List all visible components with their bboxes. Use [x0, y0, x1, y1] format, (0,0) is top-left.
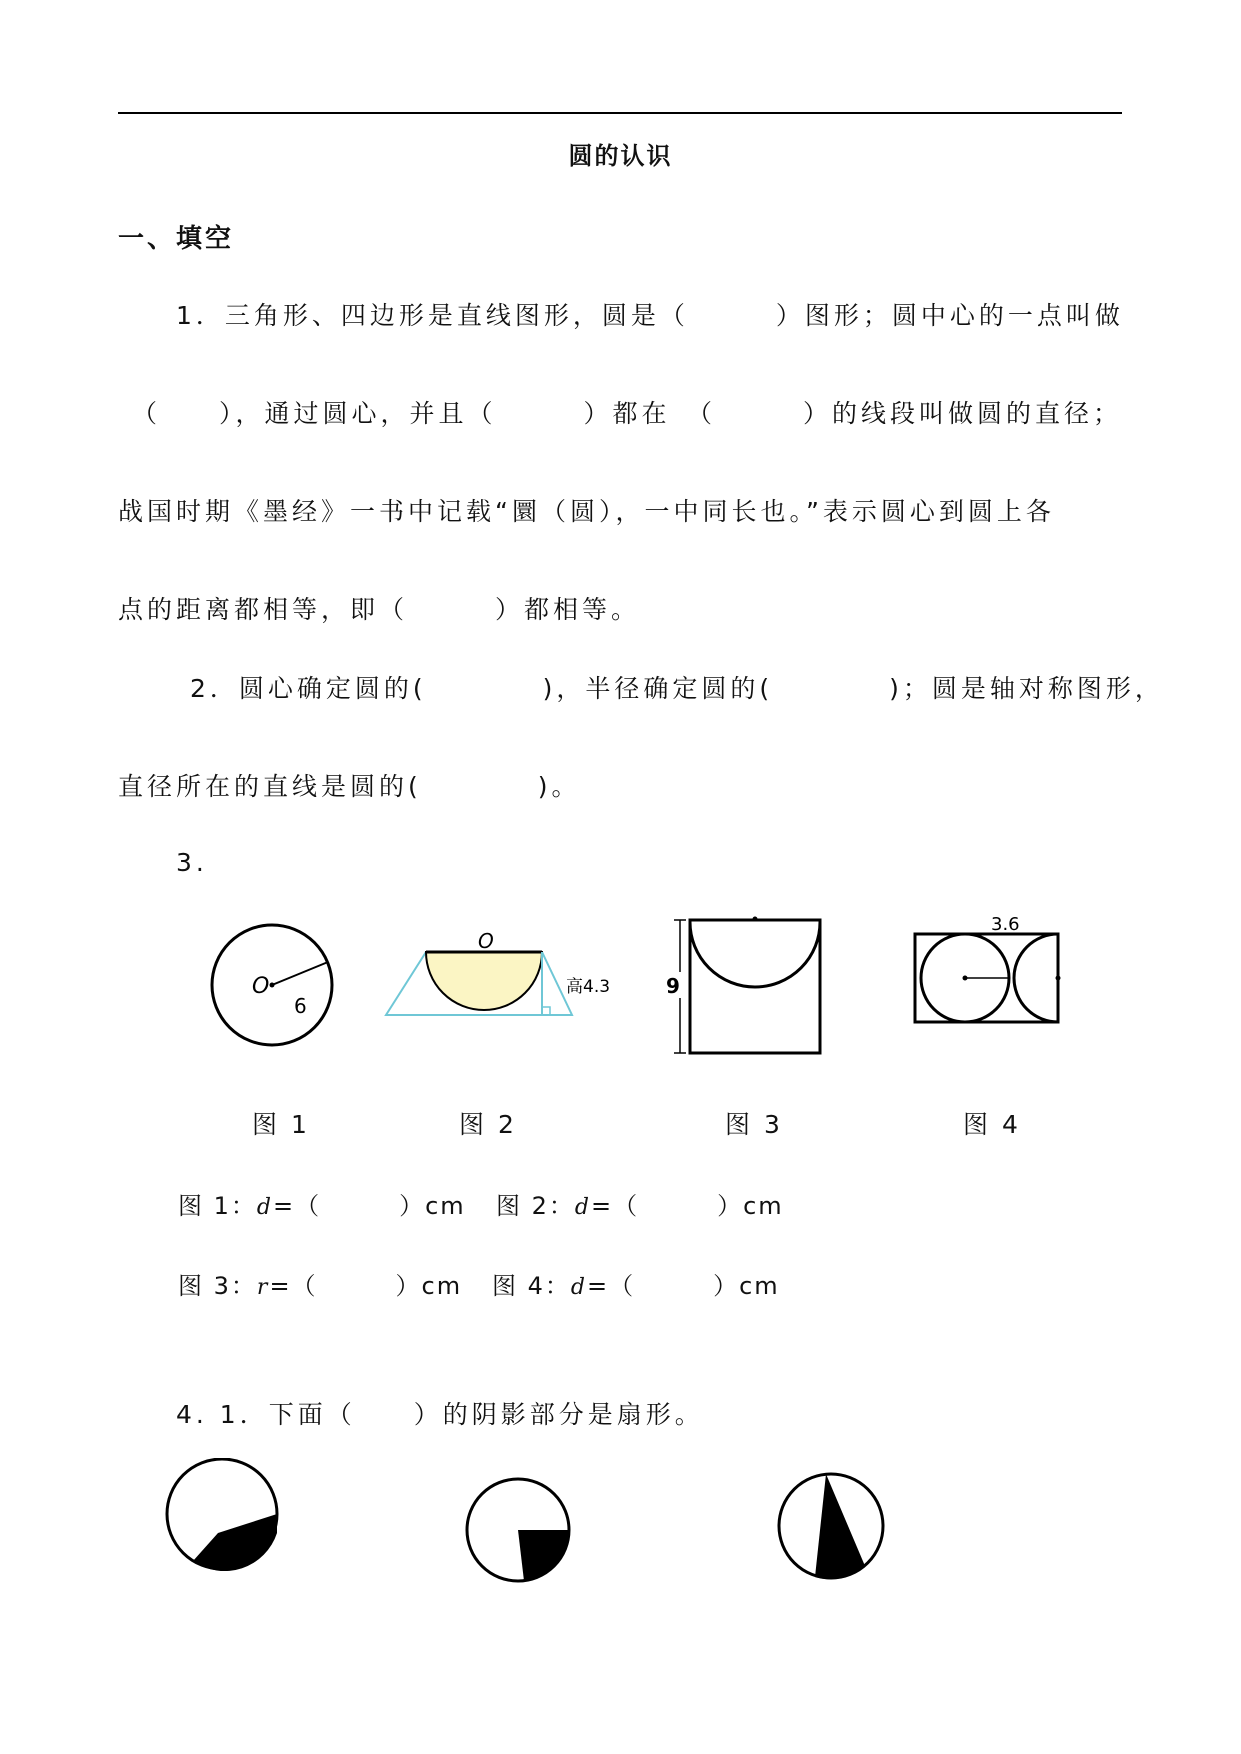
q1-line2: （ ），通过圆心，并且（ ）都在 （ ）的线段叫做圆的直径；	[132, 399, 1123, 428]
q3-number: 3.	[176, 848, 208, 877]
section-heading: 一、填空	[118, 224, 235, 254]
answer-fig3-prefix: 图 3：	[178, 1272, 257, 1300]
caption-fig4: 图 4	[963, 1110, 1021, 1139]
answer-fig1-rest: =（ ）cm	[273, 1192, 466, 1220]
caption-fig2: 图 2	[459, 1110, 517, 1139]
figure-2-trapezoid-semicircle	[380, 930, 620, 1030]
answer-fig4-prefix: 图 4：	[492, 1272, 571, 1300]
answer-fig1-var: d	[256, 1195, 273, 1220]
answer-fig2-rest: =（ ）cm	[591, 1192, 784, 1220]
option-a-circle	[160, 1458, 290, 1578]
q2-line1: 2．圆心确定圆的( )，半径确定圆的( )；圆是轴对称图形，	[190, 674, 1164, 703]
fig1-radius-label: 6	[294, 994, 307, 1018]
page-title: 圆的认识	[568, 142, 673, 170]
fig4-width-label: 3.6	[991, 914, 1020, 935]
answer-fig2-prefix: 图 2：	[496, 1192, 575, 1220]
option-b-circle	[462, 1476, 582, 1591]
fig2-center-label: O	[478, 930, 494, 953]
q4-line1: 4. 1．下面（ ）的阴影部分是扇形。	[176, 1400, 704, 1429]
answer-fig3	[178, 1266, 462, 1301]
q2-line2: 直径所在的直线是圆的( )。	[118, 772, 581, 801]
answer-fig1	[178, 1186, 466, 1221]
answer-fig2-var: d	[574, 1195, 591, 1220]
fig3-side-label: 9	[666, 974, 680, 998]
answer-fig4	[492, 1266, 780, 1301]
fig1-center-label: O	[252, 974, 270, 999]
q1-line1: 1．三角形、四边形是直线图形，圆是（ ）图形；圆中心的一点叫做	[176, 301, 1124, 330]
caption-fig1: 图 1	[252, 1110, 310, 1139]
fig2-height-label: 高4.3	[566, 977, 611, 997]
figure-4-rectangle-circles	[905, 910, 1075, 1040]
answer-fig1-prefix: 图 1：	[178, 1192, 257, 1220]
option-c-circle	[775, 1470, 895, 1590]
answer-fig3-rest: =（ ）cm	[269, 1272, 463, 1300]
caption-fig3: 图 3	[725, 1110, 783, 1139]
answer-fig4-var: d	[570, 1275, 587, 1300]
q1-line3: 战国时期《墨经》一书中记载“圜（圆），一中同长也。”表示圆心到圆上各	[118, 497, 1055, 526]
figure-3-square-semicircle	[660, 910, 840, 1060]
top-rule	[118, 112, 1122, 114]
q1-line4: 点的距离都相等，即（ ）都相等。	[118, 595, 641, 624]
answer-fig4-rest: =（ ）cm	[587, 1272, 780, 1300]
figure-1-circle	[200, 915, 350, 1055]
answer-fig2	[496, 1186, 784, 1221]
answer-fig3-var: r	[256, 1275, 270, 1300]
